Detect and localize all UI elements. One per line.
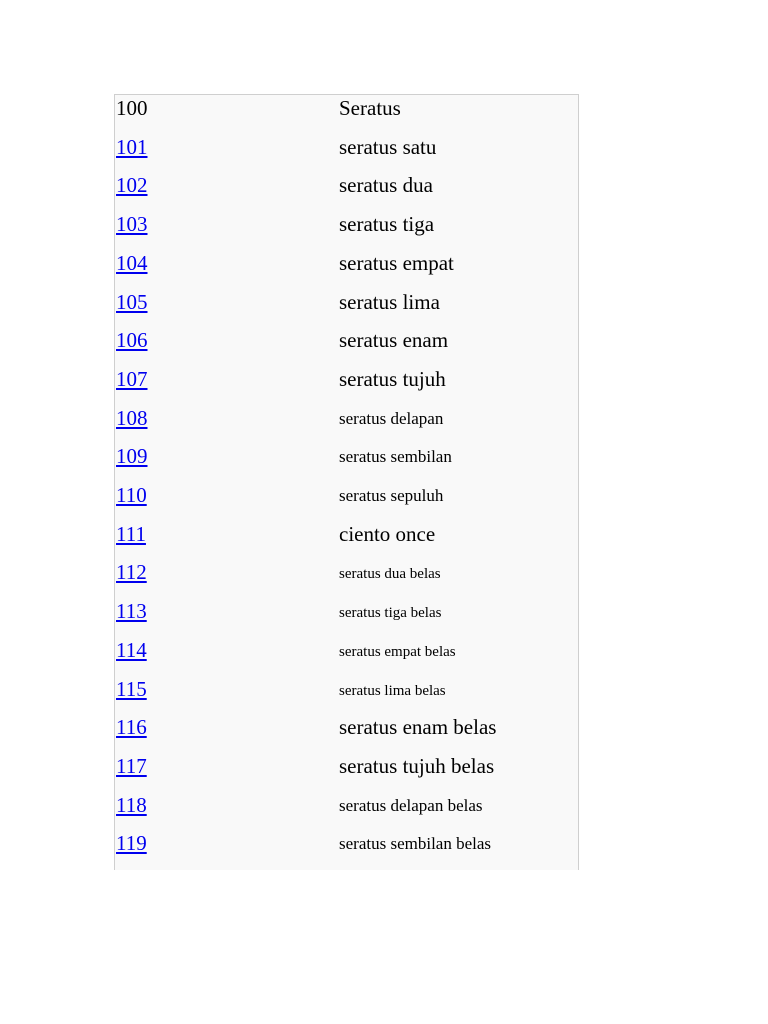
table-row: [115, 443, 578, 482]
number-link[interactable]: 116: [116, 715, 147, 740]
table-row: [115, 211, 578, 250]
table-row: [115, 637, 578, 676]
number-word-cell: seratus empat belas: [339, 643, 456, 660]
number-link[interactable]: 102: [116, 173, 148, 198]
number-word-cell: seratus dua: [339, 173, 433, 198]
number-word-cell: seratus delapan: [339, 408, 444, 428]
number-cell: 100: [116, 96, 148, 120]
number-word-cell: seratus enam: [339, 328, 449, 353]
number-link[interactable]: 108: [116, 405, 148, 430]
number-link[interactable]: 105: [116, 289, 148, 314]
table-row: [115, 172, 578, 211]
number-word-cell: seratus delapan belas: [339, 795, 483, 815]
number-word-cell: seratus enam belas: [339, 715, 497, 740]
number-word-cell: seratus satu: [339, 134, 437, 159]
table-row: [115, 327, 578, 366]
table-row: [115, 521, 578, 560]
number-link[interactable]: 110: [116, 483, 147, 507]
number-link[interactable]: 119: [116, 831, 147, 856]
number-link[interactable]: 113: [116, 599, 147, 624]
table-row: [115, 714, 578, 753]
table-row: [115, 134, 578, 173]
number-link[interactable]: 106: [116, 328, 148, 353]
table-row: [115, 676, 578, 715]
number-link[interactable]: 101: [116, 134, 148, 159]
table-row: [115, 753, 578, 792]
table-row: [115, 830, 578, 869]
number-word-cell: seratus sembilan belas: [339, 834, 492, 854]
number-word-cell: seratus sembilan: [339, 447, 452, 467]
number-link[interactable]: 115: [116, 676, 147, 701]
number-word-cell: seratus lima belas: [339, 682, 446, 699]
number-word-cell: seratus empat: [339, 250, 454, 275]
table-row: [115, 405, 578, 444]
number-link[interactable]: 117: [116, 753, 147, 778]
number-link[interactable]: 103: [116, 212, 148, 237]
number-word-cell: seratus tiga: [339, 212, 435, 237]
table-row: [115, 366, 578, 405]
table-row: [115, 792, 578, 831]
number-link[interactable]: 104: [116, 250, 148, 275]
table-row: [115, 482, 578, 521]
number-word-cell: seratus lima: [339, 289, 440, 314]
number-link[interactable]: 107: [116, 366, 148, 391]
table-row: [115, 598, 578, 637]
number-word-cell: seratus tujuh belas: [339, 753, 495, 778]
number-word-cell: Seratus: [339, 96, 401, 120]
number-word-cell: seratus dua belas: [339, 566, 441, 583]
number-link[interactable]: 112: [116, 560, 147, 585]
number-link[interactable]: 118: [116, 792, 147, 817]
table-row: [115, 559, 578, 598]
number-link[interactable]: 114: [116, 637, 147, 662]
number-word-cell: seratus sepuluh: [339, 486, 444, 505]
table-row: [115, 289, 578, 328]
table-row: [115, 250, 578, 289]
number-table: [114, 94, 579, 870]
number-word-cell: seratus tujuh: [339, 366, 446, 391]
number-link[interactable]: 111: [116, 521, 146, 546]
number-word-cell: ciento once: [339, 521, 436, 546]
table-row: [115, 95, 578, 134]
number-link[interactable]: 109: [116, 444, 148, 469]
number-word-cell: seratus tiga belas: [339, 605, 442, 622]
